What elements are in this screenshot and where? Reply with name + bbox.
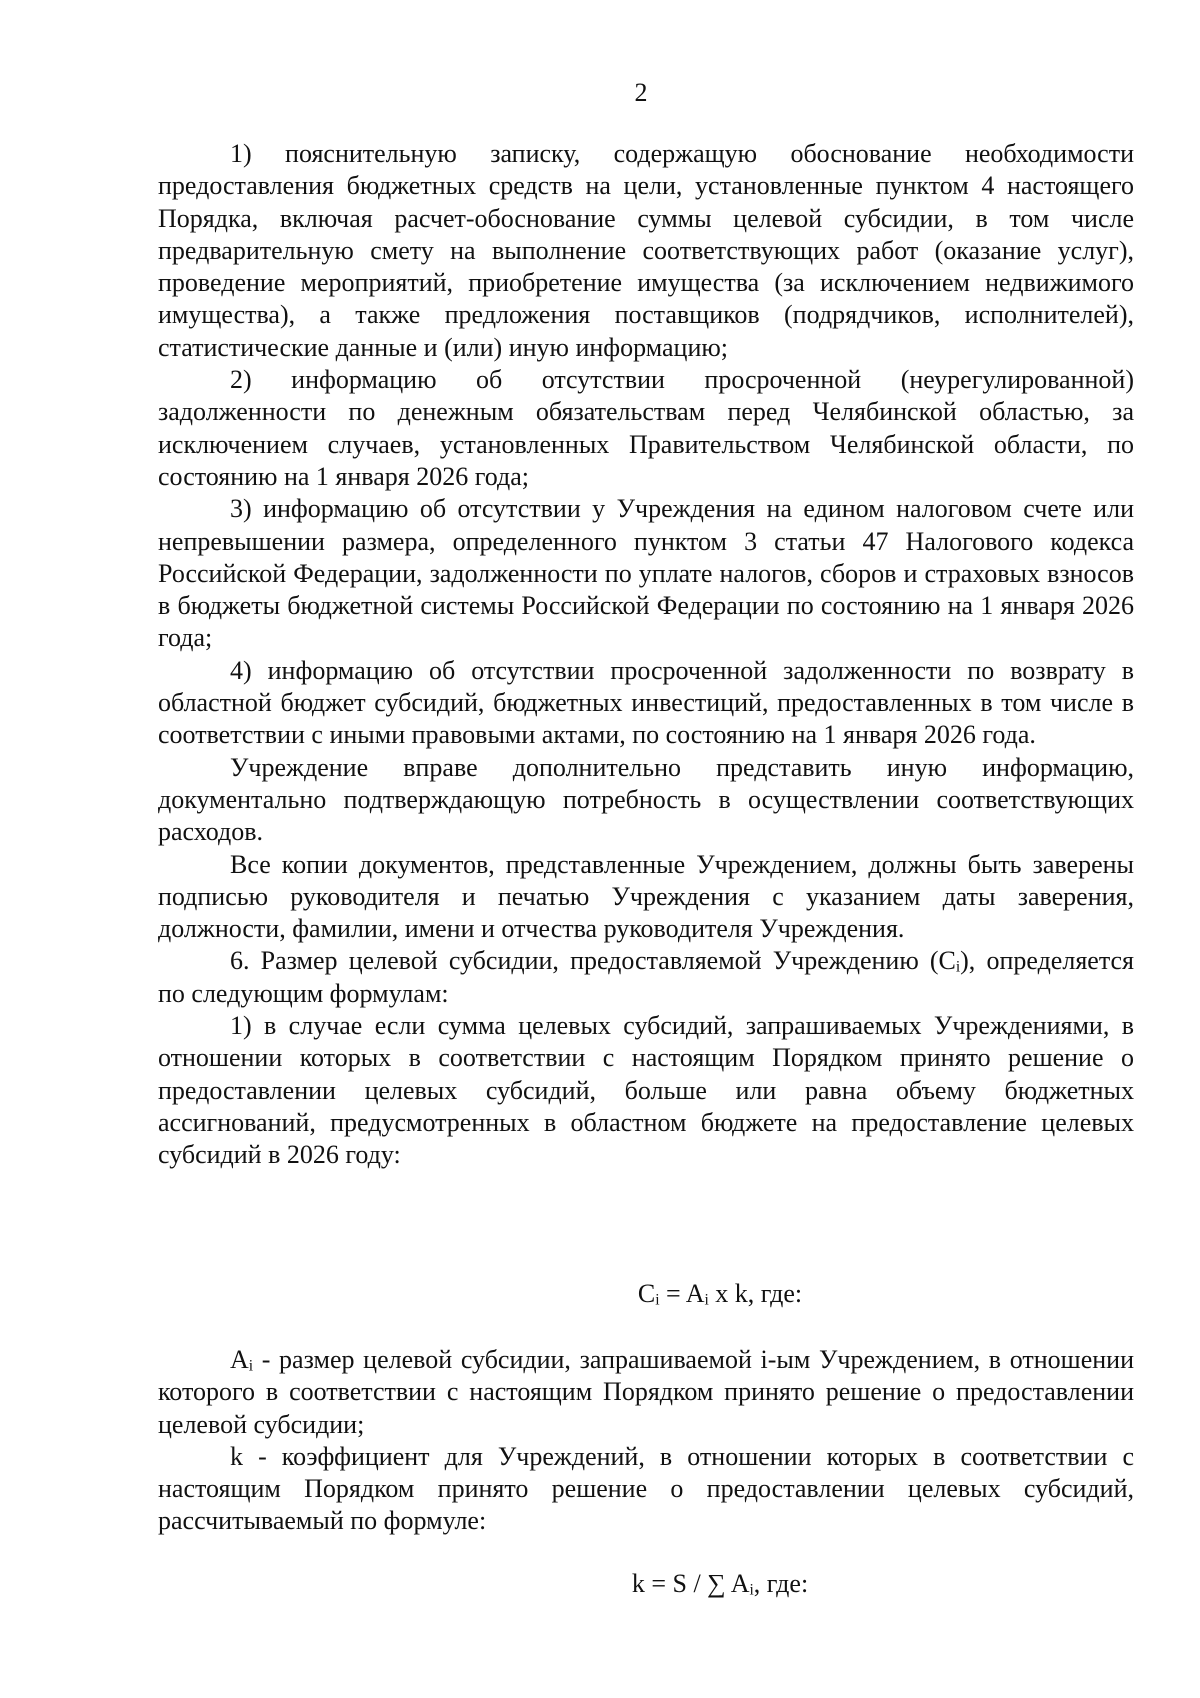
definition-k: k - коэффициент для Учреждений, в отношении которых в соответствии с настоящим Порядком принято решение о предоставлении целевых субсидий, рассчитываемый по формуле:	[158, 1441, 1134, 1536]
paragraph-item-3: 3) информацию об отсутствии у Учреждения на едином налоговом счете или непревышении размера, определенного пунктом 3 статьи 47 Налогового кодекса Российской Федерации, задолженности по уплате налогов, сборов и страховых взносов в бюджеты бюджетной системы Российской Федерации по состоянию на 1 января 2026 года;	[158, 494, 1134, 653]
formula-definitions	[158, 1344, 1134, 1538]
paragraph-item-1: 1) пояснительную записку, содержащую обоснование необходимости предоставления бюджетных средств на цели, установленные пунктом 4 настоящего Порядка, включая расчет-обоснование суммы целевой субсидии, в том числе предварительную смету на выполнение соответствующих работ (оказание услуг), проведение мероприятий, приобретение имущества (за исключением недвижимого имущества), а также предложения поставщиков (подрядчиков, исполнителей), статистические данные и (или) иную информацию;	[158, 139, 1134, 362]
paragraph-item-2: 2) информацию об отсутствии просроченной (неурегулированной) задолженности по денежным обязательствам перед Челябинской областью, за исключением случаев, установленных Правительством Челябинской области, по состоянию на 1 января 2026 года;	[158, 365, 1134, 491]
document-body	[158, 138, 1134, 1172]
formula-subsidy: Cᵢ = Aᵢ x k, где:	[637, 1279, 803, 1308]
definition-a-i: Aᵢ - размер целевой субсидии, запрашиваемой i-ым Учреждением, в отношении которого в соответствии с настоящим Порядком принято решение о предоставлении целевой субсидии;	[158, 1345, 1134, 1439]
paragraph-case-1: 1) в случае если сумма целевых субсидий, запрашиваемых Учреждениями, в отношении которых в соответствии с настоящим Порядком принято решение о предоставлении целевых субсидий, больше или равна объему бюджетных ассигнований, предусмотренных в областном бюджете на предоставление целевых субсидий в 2026 году:	[158, 1011, 1134, 1170]
page-number: 2	[634, 78, 648, 107]
paragraph-copies: Все копии документов, представленные Учреждением, должны быть заверены подписью руководителя и печатью Учреждения с указанием даты заверения, должности, фамилии, имени и отчества руководителя Учреждения.	[158, 849, 1134, 944]
paragraph-additional-info: Учреждение вправе дополнительно представить иную информацию, документально подтверждающую потребность в осуществлении соответствующих расходов.	[158, 752, 1134, 847]
paragraph-section-6: 6. Размер целевой субсидии, предоставляемой Учреждению (Cᵢ), определяется по следующим формулам:	[158, 946, 1134, 1008]
paragraph-item-4: 4) информацию об отсутствии просроченной задолженности по возврату в областной бюджет субсидий, бюджетных инвестиций, предоставленных в том числе в соответствии с иными правовыми актами, по состоянию на 1 января 2026 года.	[158, 655, 1134, 750]
formula-coefficient: k = S / ∑ Aᵢ, где:	[631, 1569, 809, 1598]
